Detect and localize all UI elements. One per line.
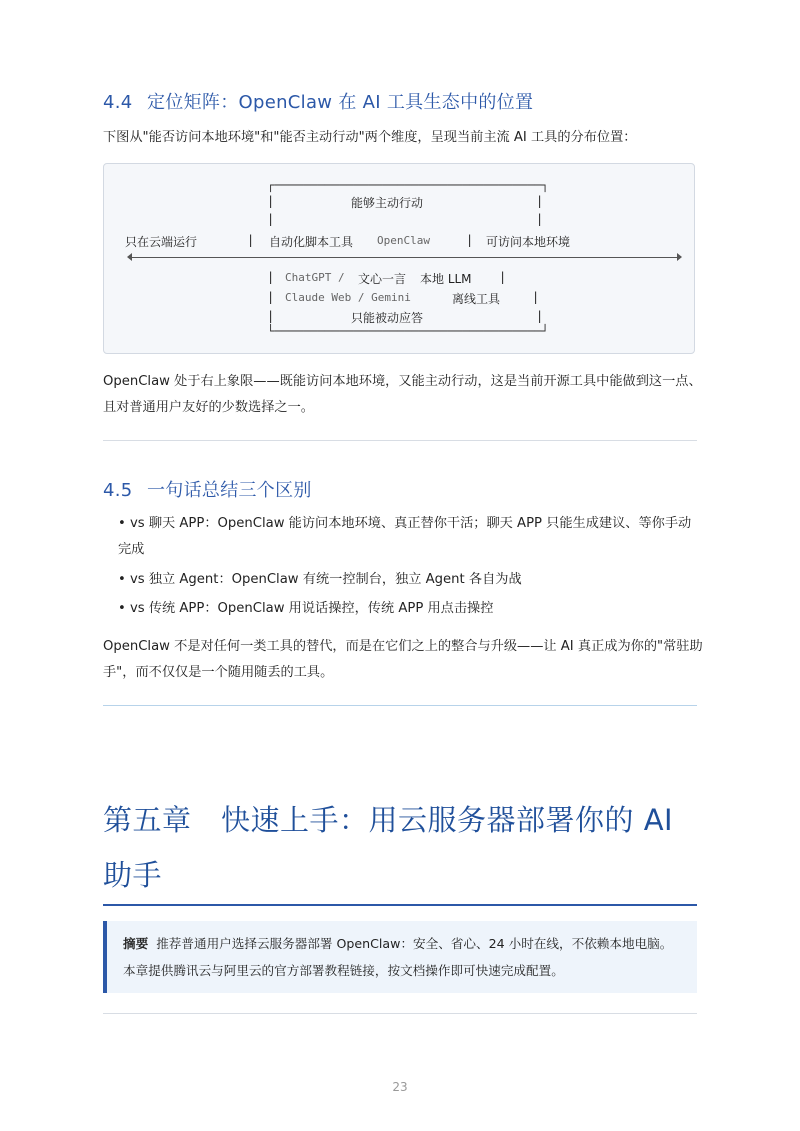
section-heading-4-5: [103, 476, 312, 502]
axis-arrow-right-icon: [677, 253, 682, 261]
section-divider: [103, 705, 697, 706]
diagram-vbar: |: [466, 233, 474, 247]
diagram-q3-item1: ChatGPT /: [285, 271, 352, 284]
section-divider: [103, 1013, 697, 1014]
section-4-5-conclusion: OpenClaw 不是对任何一类工具的替代，而是在它们之上的整合与升级——让 AI 真正成为你的"常驻助手"，而不仅仅是一个随用随丢的工具。: [103, 639, 703, 680]
chapter-summary-callout: [103, 921, 697, 993]
list-item: • vs 聊天 APP：OpenClaw 能访问本地环境、真正替你干活；聊天 APP 只能生成建议、等你手动完成: [118, 516, 692, 557]
diagram-bottom-label: 只能被动应答: [351, 311, 424, 325]
diagram-vbar: |: [267, 309, 275, 323]
diagram-vbar: |: [267, 290, 275, 304]
diagram-vbar: |: [267, 212, 275, 226]
diagram-vbar: |: [247, 233, 255, 247]
list-item: • vs 传统 APP：OpenClaw 用说话操控，传统 APP 用点击操控: [118, 601, 494, 616]
chapter-title-rule: [103, 904, 697, 906]
diagram-q3-item2: 文心一言: [358, 272, 407, 286]
diagram-vbar: |: [267, 270, 275, 284]
diagram-vbar: |: [536, 212, 544, 226]
list-item: • vs 独立 Agent：OpenClaw 有统一控制台，独立 Agent 各自为战: [118, 572, 522, 587]
diagram-vbar: |: [499, 270, 507, 284]
diagram-horizontal-axis: [130, 257, 678, 258]
section-title: 定位矩阵：OpenClaw 在 AI 工具生态中的位置: [147, 92, 534, 113]
page-number: 23: [392, 1080, 408, 1094]
diagram-q4-item1: Claude Web / Gemini: [285, 291, 411, 304]
diagram-q3-item3: 本地 LLM: [420, 272, 472, 286]
section-4-4-conclusion: OpenClaw 处于右上象限——既能访问本地环境，又能主动行动，这是当前开源工具中能做到这一点、且对普通用户友好的少数选择之一。: [103, 374, 702, 415]
section-title: 一句话总结三个区别: [147, 480, 312, 501]
diagram-vbar: |: [267, 194, 275, 208]
section-number: 4.5: [103, 480, 133, 501]
diagram-top-bracket: ┌─────────────────────────────────────┐: [267, 178, 549, 192]
diagram-left-label: 只在云端运行: [125, 235, 198, 249]
section-heading-4-4: [103, 88, 533, 114]
chapter-title: 第五章 快速上手：用云服务器部署你的 AI 助手: [103, 803, 674, 892]
diagram-vbar: |: [532, 290, 540, 304]
diagram-bottom-bracket: └─────────────────────────────────────┘: [267, 324, 549, 338]
section-number: 4.4: [103, 92, 133, 113]
diagram-q4-item2: 离线工具: [452, 292, 501, 306]
diagram-top-label: 能够主动行动: [351, 196, 424, 210]
diagram-right-label: 可访问本地环境: [486, 235, 571, 249]
diagram-q2-label: OpenClaw: [377, 234, 430, 247]
summary-text: 推荐普通用户选择云服务器部署 OpenClaw：安全、省心、24 小时在线，不依赖本地电脑。本章提供腾讯云与阿里云的官方部署教程链接，按文档操作即可快速完成配置。: [123, 936, 673, 978]
section-divider: [103, 440, 697, 441]
positioning-matrix-diagram: [103, 163, 695, 354]
summary-label: 摘要: [123, 936, 149, 951]
diagram-intro: 下图从"能否访问本地环境"和"能否主动行动"两个维度，呈现当前主流 AI 工具的分布位置：: [103, 130, 637, 145]
diagram-vbar: |: [536, 309, 544, 323]
diagram-vbar: |: [536, 194, 544, 208]
diagram-q1-label: 自动化脚本工具: [269, 235, 354, 249]
